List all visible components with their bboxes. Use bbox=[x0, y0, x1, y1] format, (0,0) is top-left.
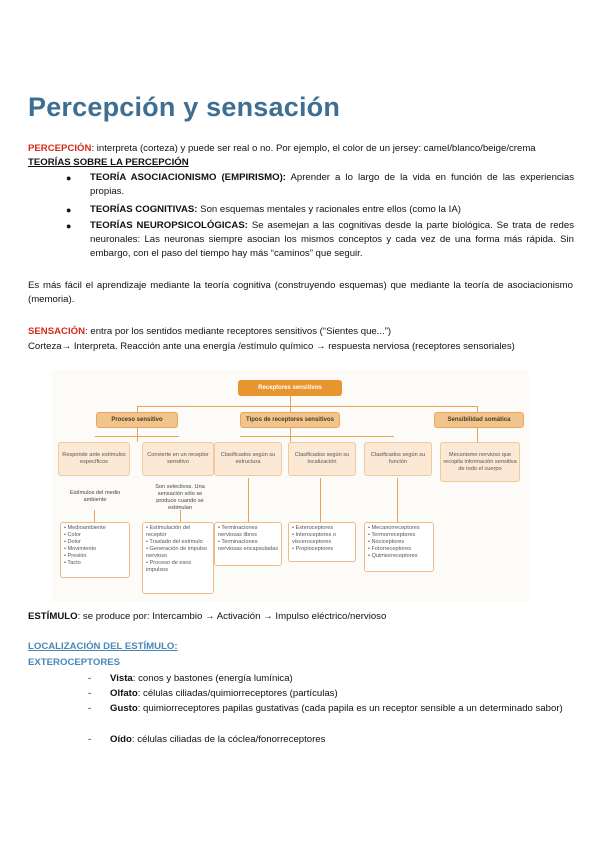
connector-line bbox=[320, 478, 321, 522]
percepcion-paragraph bbox=[28, 142, 573, 156]
list-proceso bbox=[142, 522, 214, 594]
localizacion-heading: LOCALIZACIÓN DEL ESTÍMULO: bbox=[28, 641, 178, 652]
estimulo-label: ESTÍMULO bbox=[28, 611, 78, 622]
sentido-item bbox=[88, 687, 574, 701]
list-medioambiente bbox=[60, 522, 130, 578]
list-item: • Presión bbox=[64, 553, 87, 559]
teorias-heading bbox=[28, 156, 573, 170]
list-item: • Mecanorreceptores bbox=[368, 525, 420, 531]
sentido-text: : quimiorreceptores papilas gustativas (cada papila es un receptor sensible a un determinado sabor) bbox=[137, 703, 563, 714]
teoria-item bbox=[66, 203, 574, 217]
connector-line bbox=[290, 428, 291, 442]
list-item: • Termorreceptores bbox=[368, 532, 416, 538]
list-item: • Movimiento bbox=[64, 546, 97, 552]
sentido-text: : conos y bastones (energía lumínica) bbox=[132, 673, 293, 684]
estimulos-note: Estímulos del medio ambiente bbox=[69, 490, 121, 503]
list-item: • Color bbox=[64, 532, 81, 538]
sensacion-label: SENSACIÓN bbox=[28, 326, 86, 337]
bullet-icon: ● bbox=[66, 205, 72, 215]
connector-line bbox=[290, 396, 291, 406]
list-item: • Tacto bbox=[64, 560, 81, 566]
list-item: • Medioambiente bbox=[64, 525, 106, 531]
estimulo-paragraph bbox=[28, 610, 573, 624]
connector-line bbox=[95, 436, 179, 437]
list-item: • Fotorreceptores bbox=[368, 546, 411, 552]
teorias-heading-text: TEORÍAS SOBRE LA PERCEPCIÓN bbox=[28, 157, 189, 168]
receptores-diagram bbox=[52, 370, 529, 602]
sentido-text: : células ciliadas/quimiorreceptores (partículas) bbox=[137, 688, 338, 699]
sensacion-line2: Corteza→ Interpreta. Reacción ante una energía /estímulo químico → respuesta nerviosa (receptores sensoriales) bbox=[28, 341, 515, 352]
clasificados-funcion-box: Clasificados según su función bbox=[364, 442, 432, 476]
clasificados-localizacion-box: Clasificados según su localización bbox=[288, 442, 356, 476]
sentido-label: Oído bbox=[110, 734, 132, 745]
mecanismo-box: Mecanismo nervioso que recopila información sensitiva de todo el cuerpo bbox=[440, 442, 520, 482]
teoria-text: Se asemejan a las cognitivas desde la parte biológica. Se trata de redes neuronales: Las neuronas siempre asocian los mismos conceptos y cada vez de una forma más rápida. Sin embargo, con el paso del tiempo hay más “caminos” que seguir. bbox=[90, 220, 574, 259]
sensacion-paragraph bbox=[28, 325, 573, 339]
list-item: • Proceso de esos impulsos bbox=[146, 560, 192, 573]
list-item: • Estimulación del receptor bbox=[146, 525, 191, 538]
list-item: • Interoceptores o visceroceptores bbox=[292, 532, 336, 545]
exteroceptores-heading: EXTEROCEPTORES bbox=[28, 657, 121, 668]
connector-line bbox=[94, 510, 95, 522]
bullet-icon: ● bbox=[66, 221, 72, 231]
teoria-item bbox=[66, 219, 574, 261]
proceso-sensitivo-box: Proceso sensitivo bbox=[96, 412, 178, 428]
dash-icon: - bbox=[88, 673, 92, 684]
teoria-item bbox=[66, 171, 574, 199]
list-item: • Propioceptores bbox=[292, 546, 334, 552]
sentido-item bbox=[88, 672, 574, 686]
sensacion-text: : entra por los sentidos mediante receptores sensitivos (“Sientes que...”) bbox=[85, 326, 392, 337]
list-item: • Dolor bbox=[64, 539, 81, 545]
sentido-item bbox=[88, 733, 574, 747]
receptores-sensitivos-box: Receptores sensitivos bbox=[238, 380, 342, 396]
clasificados-estructura-box: Clasificados según su estructura bbox=[214, 442, 282, 476]
teoria-label: TEORÍA ASOCIACIONISMO (EMPIRISMO): bbox=[90, 172, 286, 183]
connector-line bbox=[248, 478, 249, 522]
list-item: • Nociceptores bbox=[368, 539, 405, 545]
connector-line bbox=[397, 478, 398, 522]
selectivos-note: Son selectivos. Una sensación sólo se produce cuando se estimulan bbox=[155, 484, 205, 511]
page-title: Percepción y sensación bbox=[28, 92, 341, 122]
responde-box: Responde ante estímulos específicos bbox=[58, 442, 130, 476]
list-item: • Quimiorreceptores bbox=[368, 553, 418, 559]
list-terminaciones bbox=[214, 522, 282, 566]
connector-line bbox=[137, 428, 138, 442]
sentido-label: Vista bbox=[110, 673, 133, 684]
aprendizaje-paragraph: Es más fácil el aprendizaje mediante la teoría cognitiva (construyendo esquemas) que mediante la teoría de asociacionismo (memoria). bbox=[28, 280, 573, 305]
dash-icon: - bbox=[88, 734, 92, 745]
teoria-label: TEORÍAS NEUROPSICOLÓGICAS: bbox=[90, 220, 248, 231]
dash-icon: - bbox=[88, 688, 92, 699]
sentido-label: Gusto bbox=[110, 703, 138, 714]
list-item: • Terminaciones nerviosas libres bbox=[218, 525, 258, 538]
teoria-label: TEORÍAS COGNITIVAS: bbox=[90, 204, 198, 215]
connector-line bbox=[137, 406, 477, 407]
list-item: • Terminaciones nerviosas encapsuladas bbox=[218, 539, 279, 552]
list-funcion bbox=[364, 522, 434, 572]
estimulo-text: : se produce por: Intercambio → Activación → Impulso eléctrico/nervioso bbox=[77, 611, 387, 622]
teoria-text: Son esquemas mentales y racionales entre ellos (como la IA) bbox=[197, 204, 461, 215]
connector-line bbox=[240, 436, 394, 437]
convierte-box: Convierte en un receptor sensitivo bbox=[142, 442, 214, 476]
list-item: • Generación de impulso nervioso bbox=[146, 546, 208, 559]
sensibilidad-somatica-box: Sensibilidad somática bbox=[434, 412, 524, 428]
sentido-label: Olfato bbox=[110, 688, 138, 699]
sentido-item bbox=[88, 702, 574, 716]
percepcion-text: : interpreta (corteza) y puede ser real o no. Por ejemplo, el color de un jersey: camel/blanco/beige/crema bbox=[91, 143, 536, 154]
list-item: • Traslado del estímulo bbox=[146, 539, 203, 545]
dash-icon: - bbox=[88, 703, 92, 714]
list-item: • Exteroceptores bbox=[292, 525, 334, 531]
connector-line bbox=[477, 428, 478, 442]
tipos-receptores-box: Tipos de receptores sensitivos bbox=[240, 412, 340, 428]
list-localizacion bbox=[288, 522, 356, 562]
sentido-text: : células ciliadas de la cóclea/fonorreceptores bbox=[131, 734, 326, 745]
bullet-icon: ● bbox=[66, 173, 72, 183]
teoria-text: Aprender a lo largo de la vida en función de las experiencias propias. bbox=[90, 172, 574, 197]
percepcion-label: PERCEPCIÓN bbox=[28, 143, 92, 154]
